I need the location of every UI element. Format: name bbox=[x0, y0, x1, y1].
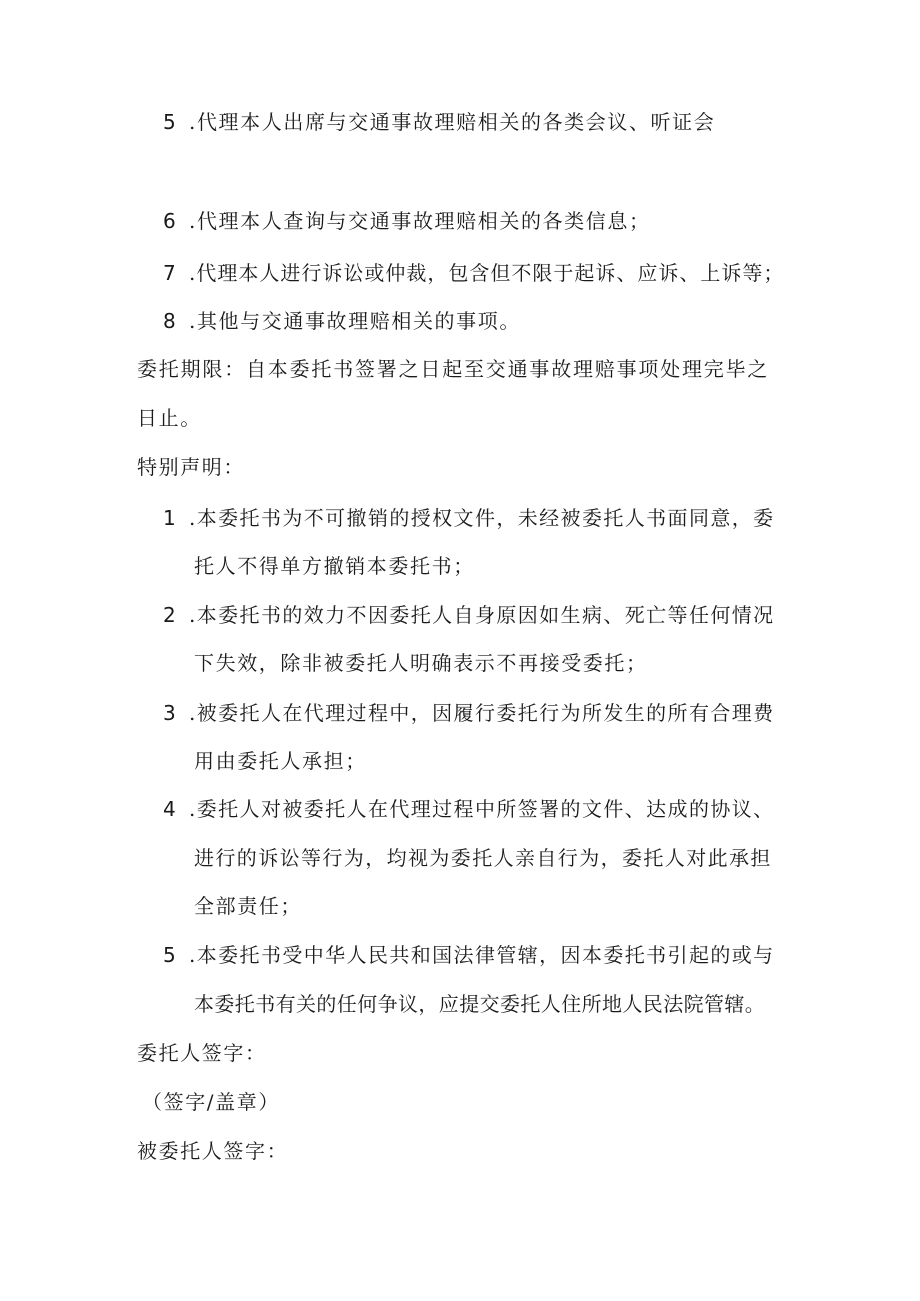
declaration-2-line-1 bbox=[163, 603, 775, 627]
declaration-number: 5 bbox=[163, 943, 176, 967]
declaration-text: .本委托书受中华人民共和国法律管辖，因本委托书引起的或与 bbox=[189, 943, 775, 967]
item-number: 6 bbox=[163, 209, 176, 233]
item-text: .代理本人查询与交通事故理赔相关的各类信息； bbox=[189, 209, 651, 233]
declaration-4-line-2: 进行的诉讼等行为，均视为委托人亲自行为，委托人对此承担 bbox=[194, 846, 772, 870]
authorization-item-6 bbox=[163, 209, 651, 233]
declaration-number: 2 bbox=[163, 603, 176, 627]
item-number: 7 bbox=[163, 261, 176, 285]
authorization-item-8 bbox=[163, 309, 521, 333]
declaration-text: .委托人对被委托人在代理过程中所签署的文件、达成的协议、 bbox=[189, 797, 775, 821]
declaration-3-line-1 bbox=[163, 701, 775, 725]
declaration-number: 1 bbox=[163, 506, 176, 530]
principal-signature-label: 委托人签字： bbox=[137, 1041, 267, 1065]
declaration-text: .本委托书为不可撤销的授权文件，未经被委托人书面同意，委 bbox=[189, 506, 775, 530]
declaration-5-line-2: 本委托书有关的任何争议，应提交委托人住所地人民法院管辖。 bbox=[194, 992, 766, 1016]
agent-signature-label: 被委托人签字： bbox=[137, 1139, 289, 1163]
item-text: .代理本人出席与交通事故理赔相关的各类会议、听证会 bbox=[189, 110, 716, 134]
declaration-5-line-1 bbox=[163, 943, 775, 967]
declaration-3-line-2: 用由委托人承担； bbox=[194, 749, 367, 773]
term-line-2: 日止。 bbox=[137, 406, 202, 430]
declaration-4-line-3: 全部责任； bbox=[194, 894, 302, 918]
special-declaration-heading: 特别声明： bbox=[137, 455, 245, 479]
item-text: .代理本人进行诉讼或仲裁，包含但不限于起诉、应诉、上诉等； bbox=[189, 261, 785, 285]
term-line-1: 委托期限：自本委托书签署之日起至交通事故理赔事项处理完毕之 bbox=[137, 357, 770, 381]
declaration-1-line-1 bbox=[163, 506, 775, 530]
item-number: 5 bbox=[163, 110, 176, 134]
declaration-number: 3 bbox=[163, 701, 176, 725]
authorization-item-7 bbox=[163, 261, 784, 285]
authorization-item-5 bbox=[163, 110, 715, 134]
declaration-1-line-2: 托人不得单方撤销本委托书； bbox=[194, 554, 475, 578]
declaration-number: 4 bbox=[163, 797, 176, 821]
declaration-2-line-2: 下失效，除非被委托人明确表示不再接受委托； bbox=[194, 651, 648, 675]
item-number: 8 bbox=[163, 309, 176, 333]
declaration-text: .被委托人在代理过程中，因履行委托行为所发生的所有合理费 bbox=[189, 701, 775, 725]
declaration-4-line-1 bbox=[163, 797, 775, 821]
signature-seal-note: （签字/盖章） bbox=[142, 1090, 280, 1114]
item-text: .其他与交通事故理赔相关的事项。 bbox=[189, 309, 521, 333]
declaration-text: .本委托书的效力不因委托人自身原因如生病、死亡等任何情况 bbox=[189, 603, 775, 627]
